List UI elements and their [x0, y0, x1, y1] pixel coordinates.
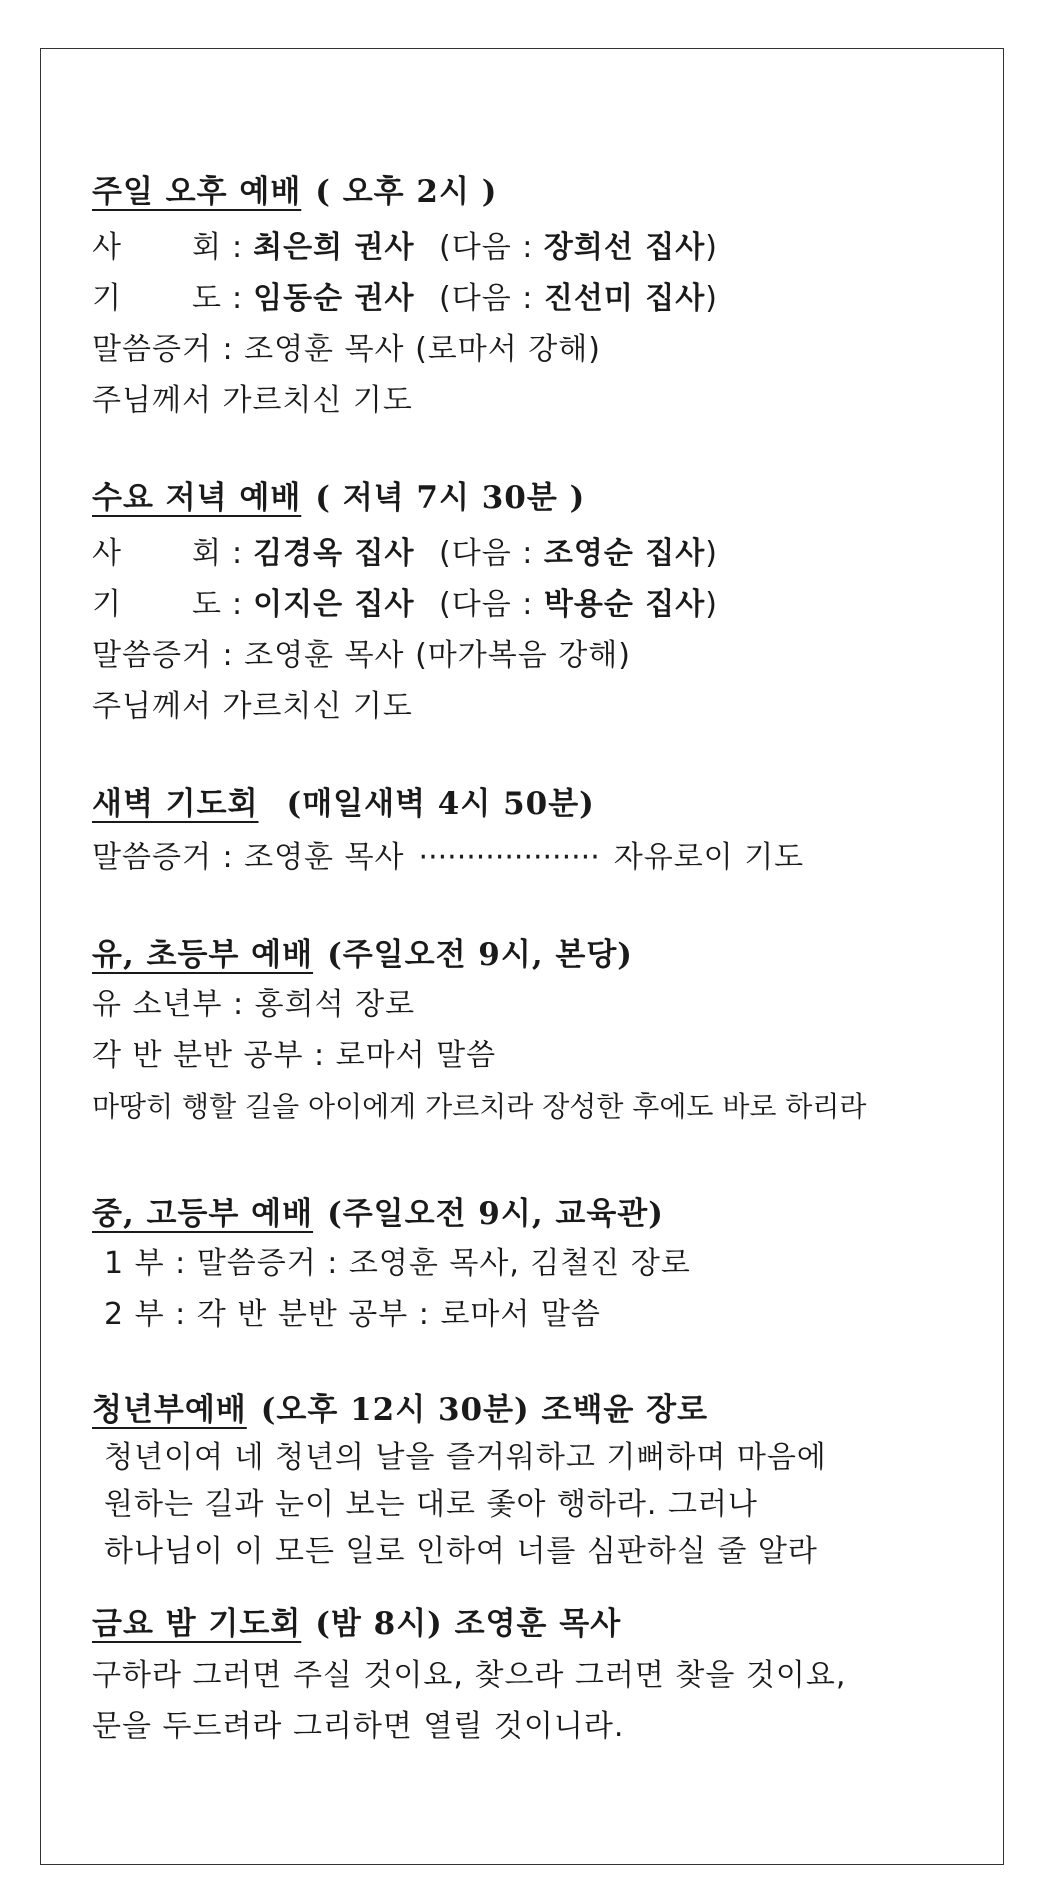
next-name: 진선미 집사	[543, 281, 706, 316]
next-suffix: )	[705, 587, 718, 622]
section-dawn-prayer	[92, 784, 982, 883]
section-friday-night	[92, 1604, 982, 1752]
verse-line: 원하는 길과 눈이 보는 대로 좇아 행하라. 그러나	[104, 1487, 758, 1522]
sermon-text: 말씀증거 : 조영훈 목사	[92, 840, 405, 875]
role-label: 사 회	[92, 536, 222, 571]
next-suffix: )	[705, 230, 718, 265]
info-line: 1 부 : 말씀증거 : 조영훈 목사, 김철진 장로	[104, 1246, 691, 1281]
section-heading	[92, 784, 982, 824]
section-title: 수요 저녁 예배	[92, 480, 302, 516]
info-line: 2 부 : 각 반 분반 공부 : 로마서 말씀	[104, 1297, 601, 1332]
role-line-host: 사 회 : 김경옥 집사 (다음 : 조영순 집사)	[92, 528, 982, 579]
section-title: 중, 고등부 예배	[92, 1196, 314, 1232]
role-name: 최은희 권사	[253, 230, 415, 265]
section-time: (밤 8시) 조영훈 목사	[315, 1606, 622, 1642]
section-young-adults	[92, 1390, 982, 1575]
section-time: (오후 12시 30분) 조백윤 장로	[260, 1392, 709, 1428]
role-label: 기 도	[92, 587, 222, 622]
section-time: (매일새벽 4시 50분)	[286, 786, 595, 822]
section-title: 유, 초등부 예배	[92, 937, 314, 973]
section-heading	[92, 1604, 982, 1644]
section-youth	[92, 1194, 982, 1340]
role-label: 사 회	[92, 230, 222, 265]
next-suffix: )	[705, 281, 718, 316]
sermon-line	[92, 832, 982, 883]
section-children	[92, 935, 982, 1132]
next-prefix: (다음 :	[439, 536, 534, 571]
next-suffix: )	[705, 536, 718, 571]
next-prefix: (다음 :	[439, 281, 534, 316]
section-wednesday-evening	[92, 478, 982, 732]
next-name: 장희선 집사	[543, 230, 706, 265]
section-heading	[92, 1194, 982, 1234]
next-prefix: (다음 :	[439, 230, 534, 265]
role-name: 임동순 권사	[253, 281, 415, 316]
prayer-line: 주님께서 가르치신 기도	[92, 689, 413, 724]
role-name: 이지은 집사	[253, 587, 415, 622]
role-line-prayer: 기 도 : 이지은 집사 (다음 : 박용순 집사)	[92, 579, 982, 630]
section-title: 새벽 기도회	[92, 786, 259, 822]
leader-dots: ···················	[418, 840, 600, 875]
section-heading	[92, 1390, 982, 1430]
next-prefix: (다음 :	[439, 587, 534, 622]
role-label: 기 도	[92, 281, 222, 316]
prayer-line: 주님께서 가르치신 기도	[92, 383, 413, 418]
section-sunday-afternoon	[92, 172, 982, 426]
role-line-host: 사 회 : 최은희 권사 (다음 : 장희선 집사)	[92, 222, 982, 273]
role-line-prayer: 기 도 : 임동순 권사 (다음 : 진선미 집사)	[92, 273, 982, 324]
sermon-line: 말씀증거 : 조영훈 목사 (마가복음 강해)	[92, 638, 631, 673]
section-title: 금요 밤 기도회	[92, 1606, 302, 1642]
section-title: 청년부예배	[92, 1392, 247, 1428]
section-title: 주일 오후 예배	[92, 174, 302, 210]
verse-line: 구하라 그러면 주실 것이요, 찾으라 그러면 찾을 것이요,	[92, 1658, 847, 1693]
verse-line: 하나님이 이 모든 일로 인하여 너를 심판하실 줄 알라	[104, 1534, 818, 1569]
section-heading	[92, 935, 982, 975]
verse-line: 청년이여 네 청년의 날을 즐거워하고 기뻐하며 마음에	[104, 1440, 827, 1475]
next-name: 조영순 집사	[543, 536, 706, 571]
info-line: 각 반 분반 공부 : 로마서 말씀	[92, 1038, 497, 1073]
role-name: 김경옥 집사	[253, 536, 415, 571]
next-name: 박용순 집사	[543, 587, 706, 622]
verse-line: 문을 두드려라 그리하면 열릴 것이니라.	[92, 1709, 625, 1744]
section-heading	[92, 478, 982, 518]
section-time: (주일오전 9시, 본당)	[327, 937, 633, 973]
section-time: ( 오후 2시 )	[315, 174, 498, 210]
section-heading	[92, 172, 982, 212]
section-time: ( 저녁 7시 30분 )	[315, 480, 586, 516]
info-line: 유 소년부 : 홍희석 장로	[92, 987, 416, 1022]
verse-line: 마땅히 행할 길을 아이에게 가르치라 장성한 후에도 바로 하리라	[92, 1090, 867, 1123]
free-prayer-text: 자유로이 기도	[613, 840, 805, 875]
section-time: (주일오전 9시, 교육관)	[327, 1196, 664, 1232]
sermon-line: 말씀증거 : 조영훈 목사 (로마서 강해)	[92, 332, 601, 367]
